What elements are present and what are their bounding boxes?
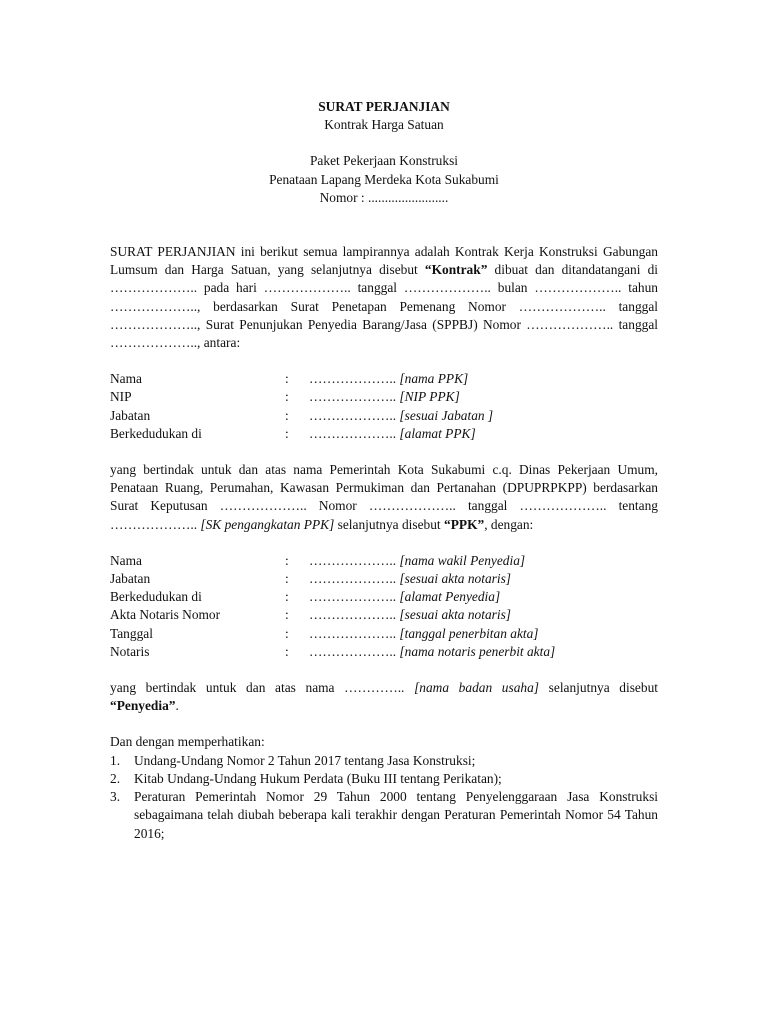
field-hint: [tanggal penerbitan akta] xyxy=(399,625,539,641)
field-hint: [alamat PPK] xyxy=(399,425,476,441)
field-value xyxy=(309,588,658,606)
document-header xyxy=(110,98,658,207)
ppk-hint-sk: [SK pengangkatan PPK] xyxy=(200,516,335,532)
field-colon: : xyxy=(285,389,289,405)
intro-text-2: dibuat dan ditandatangani di ……………….. pada hari ……………….. tanggal ……………….. bulan ……………….. tahun ……………….., berdasarkan Surat Penetapan Pemenang Nomor ……………….. tanggal ……………….., Surat Penunjukan Penyedia Barang/Jasa (SPPBJ) Nomor ……………….. tanggal ……………….., antara: xyxy=(110,262,658,351)
field-label: Berkedudukan di xyxy=(110,425,202,441)
field-label: Berkedudukan di xyxy=(110,589,202,605)
field-hint: [sesuai Jabatan ] xyxy=(399,407,494,423)
package-name: Paket Pekerjaan Konstruksi xyxy=(309,153,458,169)
ppk-field-row xyxy=(110,388,658,406)
field-value xyxy=(309,643,658,661)
intro-term-kontrak: “Kontrak” xyxy=(424,262,488,278)
field-value xyxy=(309,425,658,443)
field-colon: : xyxy=(285,625,289,641)
field-dots: ……………….. xyxy=(309,643,397,659)
field-hint: [NIP PPK] xyxy=(399,389,460,405)
ppk-text-3: , dengan: xyxy=(484,516,534,532)
field-label: Tanggal xyxy=(110,625,153,641)
project-name: Penataan Lapang Merdeka Kota Sukabumi xyxy=(269,171,499,187)
document-subtitle: Kontrak Harga Satuan xyxy=(324,117,444,133)
list-item xyxy=(110,770,658,788)
vendor-text-1: yang bertindak untuk dan atas nama ………….. xyxy=(110,680,415,696)
list-item-text: Peraturan Pemerintah Nomor 29 Tahun 2000 tentang Penyelenggaraan Jasa Konstruksi sebagaimana telah diubah beberapa kali terakhir dengan Peraturan Pemerintah Nomor 54 Tahun 2016; xyxy=(134,789,658,841)
document-title: SURAT PERJANJIAN xyxy=(318,99,450,114)
field-label: Nama xyxy=(110,371,142,387)
field-dots: ……………….. xyxy=(309,607,397,623)
considering-lead: Dan dengan memperhatikan: xyxy=(110,734,265,750)
field-value xyxy=(309,552,658,570)
vendor-field-row xyxy=(110,552,658,570)
intro-text-1: SURAT PERJANJIAN ini berikut semua lampirannya adalah Kontrak Kerja Konstruksi Gabungan Lumsum dan Harga Satuan, yang selanjutnya disebut xyxy=(110,244,658,278)
field-value xyxy=(309,407,658,425)
list-item-number: 2. xyxy=(110,770,121,786)
field-colon: : xyxy=(285,643,289,659)
ppk-text-2: selanjutnya disebut xyxy=(334,516,445,532)
ppk-field-row xyxy=(110,370,658,388)
field-hint: [nama PPK] xyxy=(399,371,469,387)
list-item-text: Undang-Undang Nomor 2 Tahun 2017 tentang Jasa Konstruksi; xyxy=(134,752,476,768)
field-hint: [sesuai akta notaris] xyxy=(399,571,512,587)
vendor-field-row xyxy=(110,588,658,606)
field-label: Jabatan xyxy=(110,571,151,587)
field-label: Nama xyxy=(110,552,142,568)
ppk-field-row xyxy=(110,407,658,425)
field-value xyxy=(309,625,658,643)
ppk-term: “PPK” xyxy=(444,516,485,532)
intro-paragraph xyxy=(110,243,658,352)
vendor-field-row xyxy=(110,643,658,661)
list-item xyxy=(110,752,658,770)
ppk-fields-table xyxy=(110,370,658,443)
ppk-text-1: yang bertindak untuk dan atas nama Pemerintah Kota Sukabumi c.q. Dinas Pekerjaan Umum, Penataan Ruang, Perumahan, Kawasan Permukiman dan Pertanahan (DPUPRPKPP) berdasarkan Surat Keputusan ……………….. Nomor ……………….. tanggal ……………….. tentang ……………….. xyxy=(110,462,658,532)
field-value xyxy=(309,570,658,588)
field-value xyxy=(309,370,658,388)
field-dots: ……………….. xyxy=(309,571,397,587)
field-label: Akta Notaris Nomor xyxy=(110,607,221,623)
vendor-text-2: selanjutnya disebut xyxy=(539,680,658,696)
field-dots: ……………….. xyxy=(309,425,397,441)
considering-list xyxy=(110,752,658,843)
field-colon: : xyxy=(285,589,289,605)
vendor-hint-entity: [nama badan usaha] xyxy=(414,680,540,696)
vendor-field-row xyxy=(110,625,658,643)
field-hint: [nama wakil Penyedia] xyxy=(399,552,526,568)
vendor-term: “Penyedia” xyxy=(110,698,176,714)
field-colon: : xyxy=(285,425,289,441)
field-colon: : xyxy=(285,607,289,623)
vendor-field-row xyxy=(110,606,658,624)
field-dots: ……………….. xyxy=(309,552,397,568)
ppk-paragraph xyxy=(110,461,658,534)
list-item-number: 1. xyxy=(110,752,121,768)
field-hint: [sesuai akta notaris] xyxy=(399,607,512,623)
vendor-field-row xyxy=(110,570,658,588)
document-body xyxy=(110,98,658,843)
field-value xyxy=(309,606,658,624)
vendor-paragraph xyxy=(110,679,658,715)
field-colon: : xyxy=(285,552,289,568)
vendor-text-3: . xyxy=(175,698,179,714)
field-label: NIP xyxy=(110,389,132,405)
ppk-field-row xyxy=(110,425,658,443)
field-label: Notaris xyxy=(110,643,150,659)
field-dots: ……………….. xyxy=(309,371,397,387)
list-item xyxy=(110,788,658,843)
field-dots: ……………….. xyxy=(309,625,397,641)
list-item-number: 3. xyxy=(110,789,121,805)
field-dots: ……………….. xyxy=(309,589,397,605)
field-colon: : xyxy=(285,407,289,423)
document-number: Nomor : ........................ xyxy=(319,189,449,205)
field-value xyxy=(309,388,658,406)
field-label: Jabatan xyxy=(110,407,151,423)
field-colon: : xyxy=(285,571,289,587)
field-dots: ……………….. xyxy=(309,407,397,423)
vendor-fields-table xyxy=(110,552,658,661)
field-dots: ……………….. xyxy=(309,389,397,405)
field-colon: : xyxy=(285,371,289,387)
field-hint: [nama notaris penerbit akta] xyxy=(399,643,556,659)
field-hint: [alamat Penyedia] xyxy=(399,589,501,605)
list-item-text: Kitab Undang-Undang Hukum Perdata (Buku III tentang Perikatan); xyxy=(134,770,502,786)
